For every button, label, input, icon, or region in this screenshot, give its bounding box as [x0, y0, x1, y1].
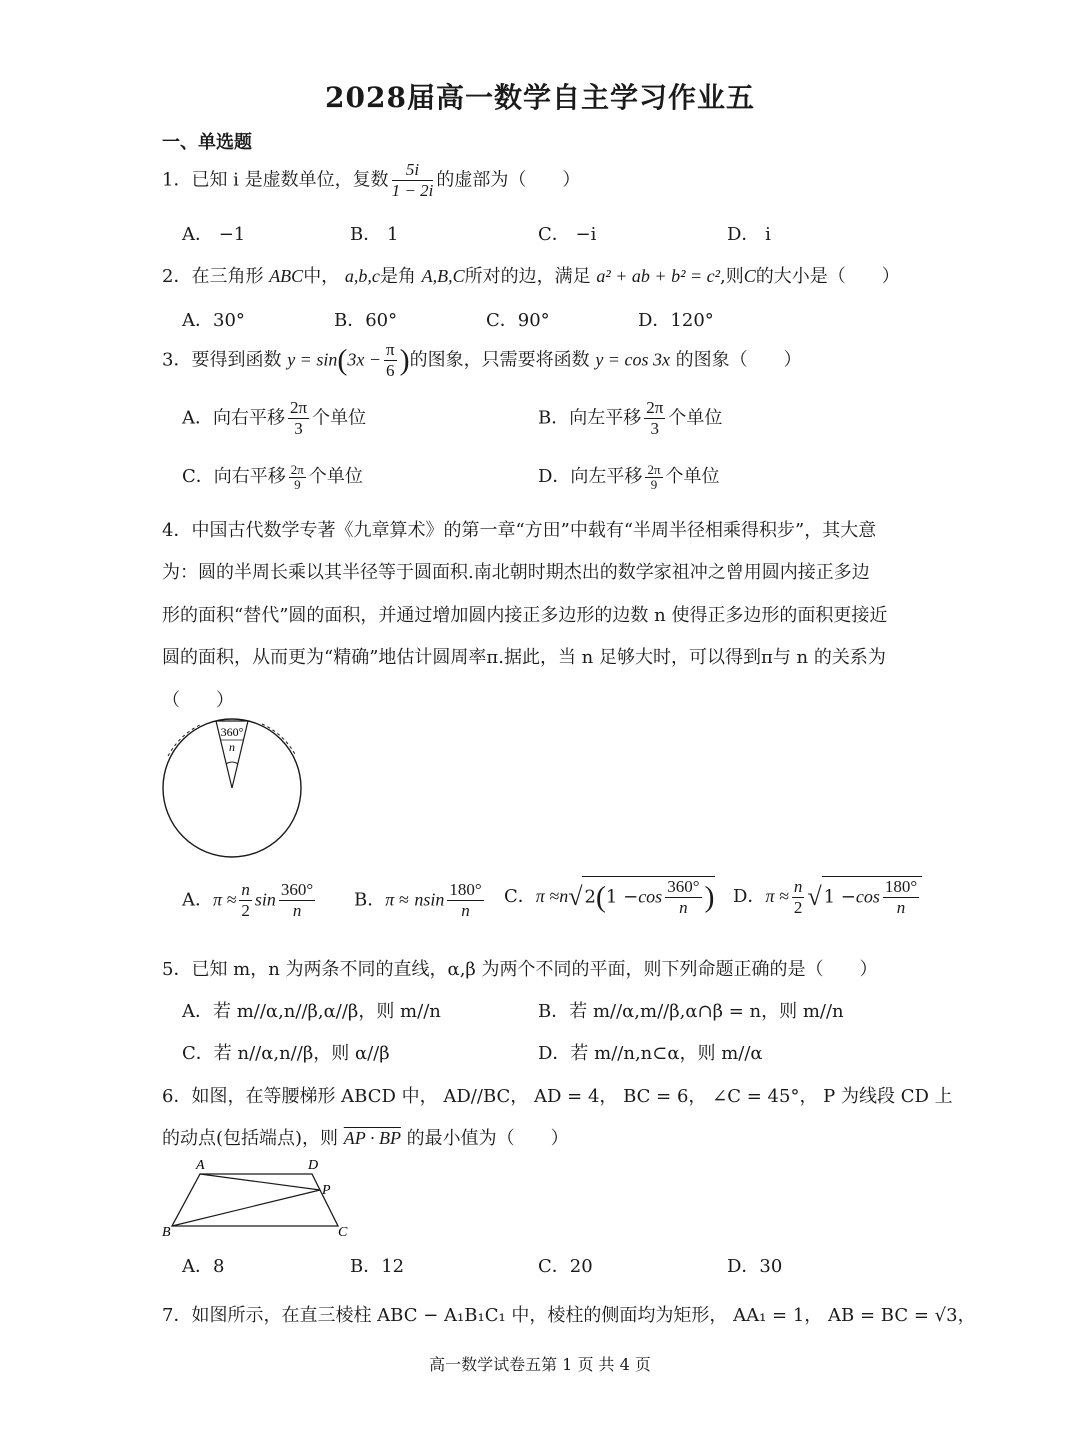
q3-opt-d-den: 9: [650, 476, 658, 492]
q4-circle-figure: [158, 716, 308, 864]
q1-option-c[interactable]: C． −i: [538, 224, 597, 245]
q4-opt-b-n-den: n: [461, 901, 470, 920]
q3-opt-c-den: 9: [294, 476, 301, 492]
q4-opt-a-sin: sin: [254, 889, 276, 910]
q7-line: 7．如图所示，在直三棱柱 ABC − A₁B₁C₁ 中，棱柱的侧面均为矩形， AA₁ = 1， AB = BC = √3，: [162, 1305, 976, 1326]
q6-label-c: C: [338, 1225, 348, 1240]
q2-sides: a,b,c: [344, 266, 380, 286]
q1-fraction: [392, 160, 434, 201]
q4-option-c[interactable]: [504, 876, 715, 918]
q1-option-a[interactable]: A． −1: [182, 224, 246, 245]
q6-vector-product: AP · BP: [343, 1128, 401, 1148]
question-2: [162, 262, 900, 288]
q3-left-paren: (: [337, 343, 348, 377]
q6-label-a: A: [196, 1158, 205, 1173]
q4-opt-b-n: n: [414, 889, 424, 910]
q6-line-2a: 的动点(包括端点)，则: [162, 1128, 339, 1149]
q2-stem-d: 所对的边，满足: [464, 266, 591, 287]
question-3: [162, 340, 802, 381]
q6-line-2: [162, 1124, 569, 1150]
q4-opt-b-frac-deg: [447, 880, 483, 921]
q4-line-2: 为：圆的半周长乘以其半径等于圆面积.南北朝时期杰出的数学家祖冲之曾用圆内接正多边: [162, 562, 870, 583]
q6-line-1: 6．如图，在等腰梯形 ABCD 中， AD//BC， AD = 4， BC = 6， ∠C = 45°， P 为线段 CD 上: [162, 1086, 953, 1107]
q6-label-d: D: [308, 1158, 319, 1173]
section-heading: 一、单选题: [162, 132, 252, 153]
q2-option-b[interactable]: B．60°: [334, 310, 398, 331]
q4-opt-d-radical: √: [807, 882, 822, 911]
q4-opt-c-2: 2: [584, 886, 596, 908]
q2-stem-f: 的大小是（ ）: [755, 266, 900, 287]
q4-opt-b-pi: π ≈: [385, 889, 409, 910]
q4-opt-c-rparen: ): [704, 880, 715, 914]
q4-opt-a-n: n: [241, 880, 250, 899]
q4-opt-a-frac-n2: [239, 880, 252, 921]
q6-segment-ap: [200, 1174, 320, 1190]
q3-opt-a-den: 3: [294, 419, 303, 438]
q4-opt-c-pi: π ≈: [535, 886, 560, 906]
q4-opt-c-radical: √: [568, 882, 583, 911]
q6-label-b: B: [162, 1225, 171, 1240]
q6-line-2b: 的最小值为（ ）: [406, 1128, 569, 1149]
q3-opt-b-num: 2π: [646, 398, 664, 417]
q3-opt-b-den: 3: [650, 419, 660, 438]
q4-opt-d-label: D．: [733, 886, 766, 907]
q2-triangle: ABC: [269, 266, 304, 286]
q4-opt-d-1minus: 1 −: [823, 886, 856, 908]
q3-opt-b-label: B．向左平移: [538, 407, 642, 429]
q6-option-c[interactable]: C．20: [538, 1256, 593, 1277]
q4-opt-b-label: B．: [354, 889, 386, 911]
q6-option-d[interactable]: D．30: [727, 1256, 783, 1277]
q4-option-d[interactable]: [733, 876, 922, 918]
q4-opt-d-n: n: [793, 876, 803, 896]
q4-fig-num: 360°: [220, 725, 244, 739]
q4-opt-c-label: C．: [504, 886, 536, 907]
q2-option-a[interactable]: A．30°: [182, 310, 245, 331]
q1-frac-num: 5i: [392, 160, 434, 181]
q3-option-c[interactable]: [182, 462, 363, 492]
q4-opt-c-1minus: 1 −: [605, 886, 639, 908]
q3-opt-d-suffix: 个单位: [665, 466, 720, 487]
q4-opt-a-label: A．: [182, 889, 213, 911]
q6-trapezoid-figure: [160, 1156, 352, 1240]
q4-opt-c-sqrt: [582, 876, 714, 918]
q3-option-b[interactable]: [538, 398, 722, 439]
q3-stem-c: 的图象（ ）: [675, 349, 802, 371]
q3-pi-num: π: [385, 340, 395, 359]
q6-label-p: P: [322, 1183, 331, 1198]
q1-stem-b: 的虚部为（ ）: [436, 169, 581, 191]
q4-opt-a-n-den: n: [292, 901, 302, 920]
q4-opt-d-pi: π ≈: [765, 886, 789, 906]
q4-opt-c-n-den: n: [679, 898, 688, 917]
q3-pi-den: 6: [386, 361, 395, 380]
q6-segment-bp: [172, 1190, 320, 1226]
q3-pi-fraction: [384, 340, 397, 381]
q4-fig-den: n: [229, 740, 235, 754]
q4-answer-paren: （ ）: [162, 690, 234, 711]
q4-opt-d-frac-deg: [883, 877, 919, 918]
q2-equation: a² + ab + b² = c²: [596, 266, 721, 286]
q4-opt-d-frac-n2: [792, 877, 805, 918]
page-footer: 高一数学试卷五第 1 页 共 4 页: [429, 1355, 651, 1374]
q3-opt-a-frac: [288, 398, 309, 439]
q2-stem-c: 是角: [379, 266, 416, 287]
q4-opt-d-2: 2: [793, 897, 803, 917]
q2-angle-c: C: [743, 266, 756, 286]
q4-opt-a-pi: π ≈: [213, 889, 237, 910]
q2-angles: A,B,C: [421, 266, 465, 286]
q4-opt-b-180: 180°: [449, 880, 482, 899]
q4-opt-c-n: n: [559, 886, 569, 906]
q3-opt-a-num: 2π: [290, 398, 308, 417]
q6-option-b[interactable]: B．12: [350, 1256, 405, 1277]
q4-opt-a-frac-deg: [279, 880, 315, 921]
q1-stem-a: 1．已知 i 是虚数单位，复数: [162, 169, 389, 191]
q3-opt-b-suffix: 个单位: [668, 407, 723, 429]
q3-function-a: y = sin: [287, 349, 338, 370]
q3-opt-d-label: D．向左平移: [538, 466, 643, 487]
q3-opt-c-label: C．向右平移: [182, 466, 286, 487]
q1-option-d[interactable]: D． i: [727, 224, 771, 245]
q3-opt-c-frac: [289, 463, 306, 492]
q4-opt-c-lparen: (: [595, 880, 606, 914]
q4-opt-c-360: 360°: [667, 877, 700, 896]
q2-option-d[interactable]: D．120°: [638, 310, 714, 331]
q3-stem-b: 的图象，只需要将函数: [409, 349, 590, 371]
q4-opt-c-frac-deg: [665, 877, 701, 918]
q3-opt-d-num: 2π: [647, 461, 661, 477]
q3-right-paren: ): [399, 343, 410, 377]
q5-option-b[interactable]: B．若 m//α,m//β,α∩β = n，则 m//n: [538, 1001, 844, 1022]
q2-option-c[interactable]: C．90°: [486, 310, 550, 331]
q2-stem-b: 中，: [303, 266, 340, 287]
q4-option-b[interactable]: [354, 880, 487, 921]
q1-option-b[interactable]: B． 1: [350, 224, 399, 245]
q4-angle-arc: [226, 762, 238, 764]
q3-option-d[interactable]: [538, 462, 720, 492]
q2-stem-e: ,则: [720, 266, 744, 287]
q4-opt-d-sqrt: [822, 876, 923, 918]
q3-opt-b-frac: [644, 398, 665, 439]
q3-inner: 3x −: [347, 349, 381, 370]
q3-opt-d-frac: [645, 463, 662, 492]
q2-stem-a: 2．在三角形: [162, 266, 264, 287]
q3-opt-c-num: 2π: [290, 461, 304, 477]
q4-opt-c-cos: cos: [638, 886, 663, 907]
q5-option-c[interactable]: C．若 n//α,n//β，则 α//β: [182, 1043, 390, 1064]
q4-opt-a-2: 2: [241, 901, 250, 920]
q4-line-1: 4．中国古代数学专著《九章算术》的第一章“方田”中载有“半周半径相乘得积步”，其大意: [162, 520, 877, 541]
q3-function-b: y = cos 3x: [595, 349, 670, 370]
q5-stem: 5．已知 m，n 为两条不同的直线，α,β 为两个不同的平面，则下列命题正确的是（ ）: [162, 959, 878, 980]
q4-opt-d-180: 180°: [884, 877, 918, 896]
q4-line-4: 圆的面积，从而更为“精确”地估计圆周率π.据此，当 n 足够大时，可以得到π与 n 的关系为: [162, 647, 886, 668]
q5-option-d[interactable]: D．若 m//n,n⊂α，则 m//α: [538, 1043, 763, 1064]
q4-opt-d-n-den: n: [896, 898, 906, 917]
q4-option-a[interactable]: [182, 880, 318, 921]
q3-option-a[interactable]: [182, 398, 366, 439]
q4-opt-a-360: 360°: [280, 880, 314, 899]
q3-stem-a: 3．要得到函数: [162, 349, 282, 371]
q3-opt-a-suffix: 个单位: [312, 407, 367, 429]
question-1: [162, 160, 580, 201]
q3-opt-a-label: A．向右平移: [182, 407, 285, 429]
q6-option-a[interactable]: A．8: [182, 1256, 225, 1277]
q5-option-a[interactable]: A．若 m//α,n//β,α//β，则 m//n: [182, 1001, 441, 1022]
q1-frac-den: 1 − 2i: [391, 181, 434, 200]
q4-opt-d-cos: cos: [855, 886, 880, 907]
page-title: 2028届高一数学自主学习作业五: [325, 81, 755, 114]
q4-opt-b-sin: sin: [423, 889, 445, 910]
q3-opt-c-suffix: 个单位: [308, 466, 363, 487]
q4-line-3: 形的面积“替代”圆的面积，并通过增加圆内接正多边形的边数 n 使得正多边形的面积更接近: [162, 605, 888, 626]
